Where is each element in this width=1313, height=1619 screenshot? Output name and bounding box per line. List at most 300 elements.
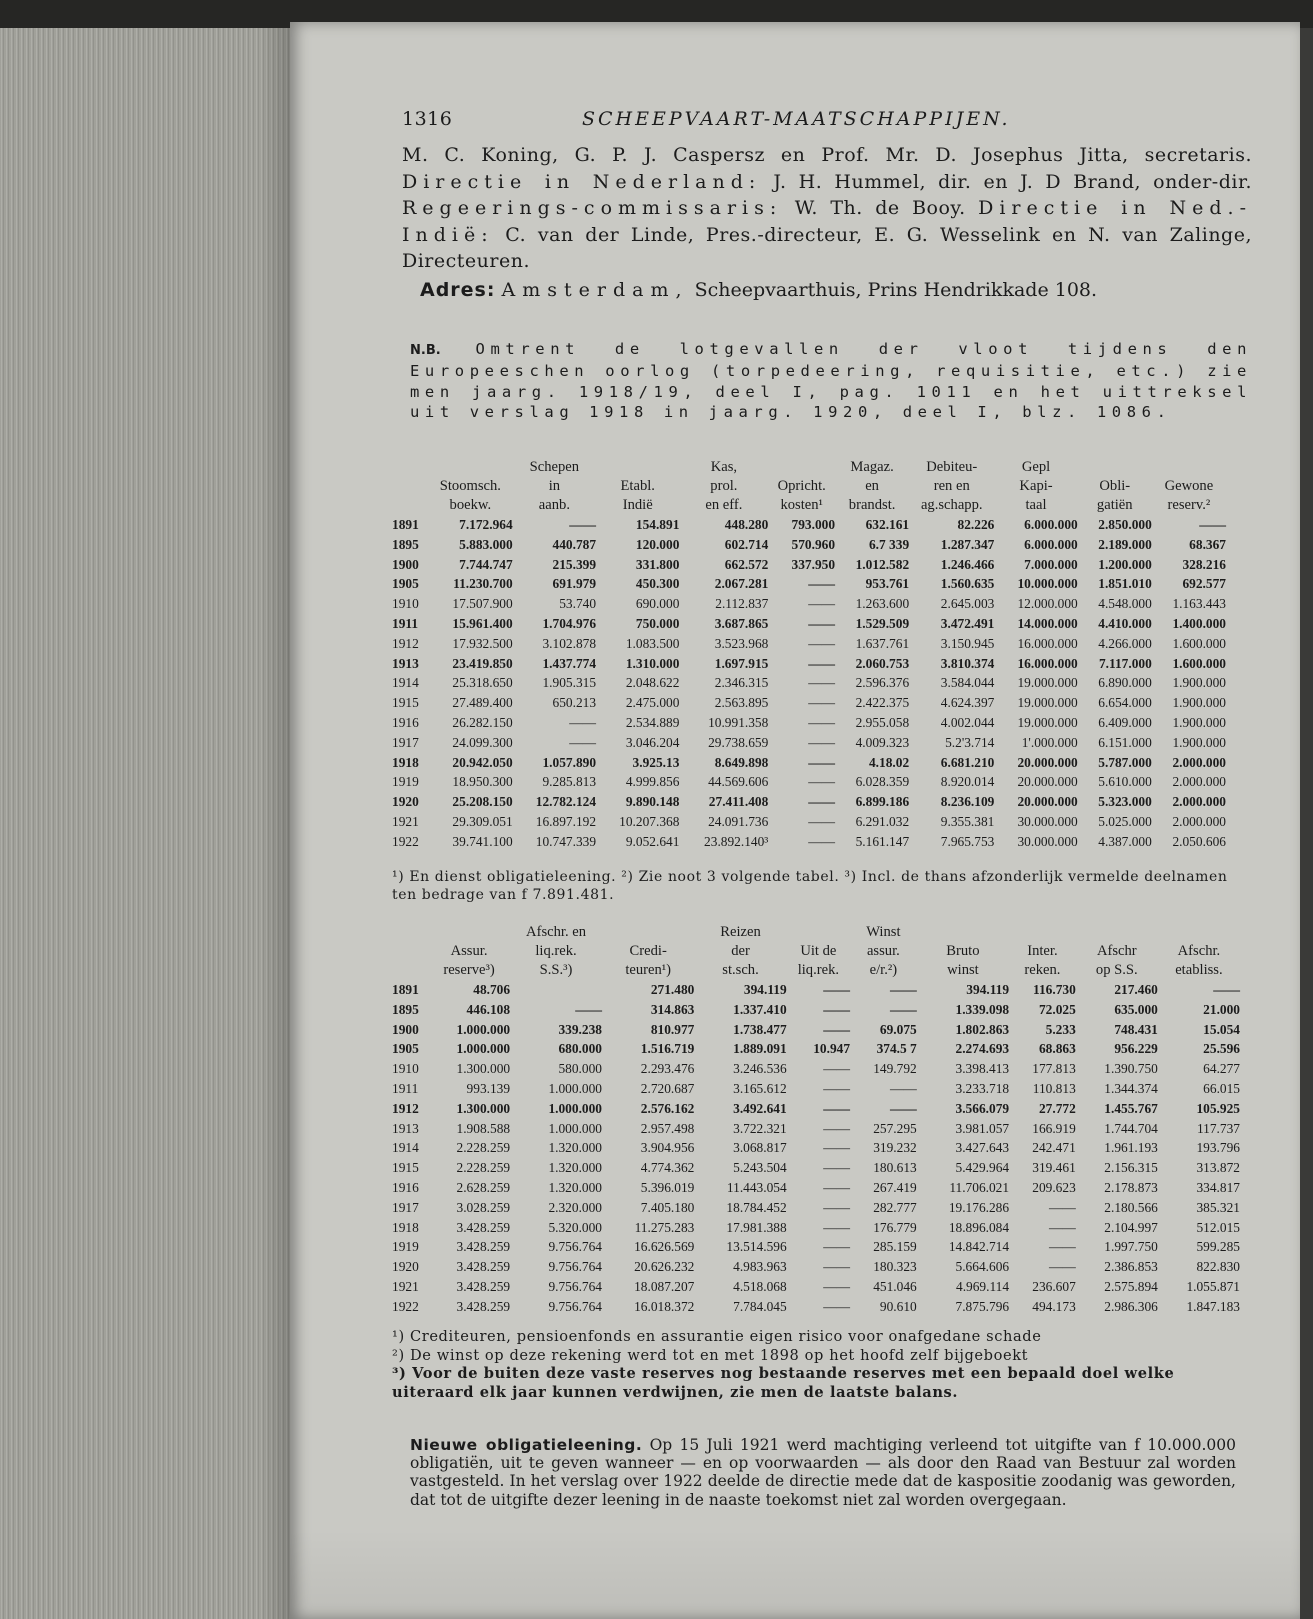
table-cell: 25.596	[1203, 1041, 1240, 1057]
table-cell: 1.560.635	[940, 576, 995, 592]
table-cell: 3.428.259	[456, 1259, 511, 1275]
column-header: Assur.	[450, 943, 488, 959]
table-cell: 5.883.000	[459, 536, 513, 552]
table-cell: 64.277	[1203, 1061, 1240, 1077]
row-year: 1895	[392, 536, 419, 552]
table-cell: 29.309.051	[452, 813, 513, 829]
table-cell: 3.428.259	[456, 1219, 511, 1235]
column-header	[392, 942, 428, 961]
table-cell: 1.400.000	[1172, 615, 1226, 631]
balance-table	[392, 458, 1226, 852]
table-cell: 1'.000.000	[1021, 734, 1078, 750]
table-cell: 2.957.498	[640, 1120, 695, 1136]
table-cell: 7.875.796	[955, 1298, 1010, 1314]
table-cell: 993.139	[466, 1080, 511, 1096]
table-cell: 3.246.536	[733, 1061, 787, 1077]
row-year: 1920	[392, 794, 419, 810]
table-cell: 1.516.719	[640, 1041, 695, 1057]
table-cell: 1.529.509	[855, 615, 910, 631]
row-year: 1913	[392, 1120, 419, 1136]
table-cell: ——	[1049, 1239, 1076, 1255]
row-year: 1912	[392, 635, 419, 651]
table-cell: 635.000	[1114, 1001, 1158, 1017]
table-cell: 8.920.014	[940, 774, 995, 790]
table-row	[392, 1218, 1240, 1238]
table-cell: ——	[1049, 1219, 1076, 1235]
table-cell: 16.018.372	[634, 1298, 695, 1314]
table-cell: 19.000.000	[1017, 675, 1078, 691]
table-cell: 692.577	[1182, 576, 1226, 592]
table-cell: 66.015	[1203, 1080, 1240, 1096]
table-cell: 117.737	[1196, 1120, 1240, 1136]
table-cell: 9.052.641	[625, 833, 680, 849]
column-header: Inter.	[1027, 943, 1058, 959]
table-row	[392, 515, 1226, 535]
table-cell: 17.507.900	[452, 596, 513, 612]
table-cell: ——	[808, 734, 836, 750]
header-row	[392, 961, 1240, 980]
row-year: 1900	[392, 1021, 419, 1037]
table-cell: 6.151.000	[1098, 734, 1152, 750]
table-row	[392, 1297, 1240, 1317]
table-cell: 44.569.606	[708, 774, 769, 790]
table-cell: 3.165.612	[733, 1080, 787, 1096]
table-row	[392, 1158, 1240, 1178]
regeerings-text: W. Th. de Booy.	[794, 197, 966, 219]
column-header: etabliss.	[1175, 962, 1223, 978]
page-number: 1316	[402, 108, 453, 130]
table-cell: 25.318.650	[452, 675, 513, 691]
table-row	[392, 574, 1226, 594]
row-year: 1915	[392, 695, 419, 711]
table-cell: 2.576.162	[640, 1100, 695, 1116]
table-cell: 90.610	[879, 1298, 917, 1314]
table-row	[392, 673, 1226, 693]
table-cell: 1.905.315	[542, 675, 597, 691]
table-cell: 822.830	[1196, 1259, 1240, 1275]
table-cell: 448.280	[724, 517, 769, 532]
column-header	[768, 458, 835, 477]
table2-footnotes	[392, 1328, 1237, 1402]
nb-text: Omtrent de lotgevallen der vloot tijdens den Europeeschen oorlog (torpedeering, requisitie, etc.) zie men jaarg. 1918/19, deel I, pag. 1011 en het uittreksel uit verslag 1918 in jaarg. 1920, deel I, blz. 1086.	[410, 339, 1253, 421]
table-cell: 3.428.259	[456, 1239, 511, 1255]
table-cell: 1.900.000	[1172, 695, 1226, 711]
table-row	[392, 980, 1240, 1000]
table-row	[392, 1277, 1240, 1297]
table-cell: ——	[569, 517, 597, 532]
table-cell: 2.475.000	[625, 695, 680, 711]
table-cell: ——	[1213, 982, 1240, 997]
table-row	[392, 654, 1226, 674]
table-cell: 2.048.622	[625, 675, 680, 691]
table-cell: 680.000	[558, 1041, 602, 1057]
column-header: en eff.	[705, 497, 743, 513]
column-header	[1009, 923, 1076, 942]
table-cell: 3.068.817	[733, 1140, 787, 1156]
table-row	[392, 1119, 1240, 1139]
table-cell: 1.000.000	[548, 1120, 602, 1136]
table-cell: 385.321	[1196, 1199, 1240, 1215]
table-cell: 30.000.000	[1017, 833, 1078, 849]
column-header: boekw.	[449, 497, 492, 513]
table-cell: 3.428.259	[456, 1298, 511, 1314]
table-cell: 14.000.000	[1017, 615, 1078, 631]
table-cell: 4.002.044	[940, 714, 995, 730]
row-year: 1891	[392, 982, 419, 997]
table-cell: 180.613	[873, 1160, 917, 1176]
table-cell: 26.282.150	[452, 714, 513, 730]
table-cell: ——	[823, 1278, 851, 1294]
column-header: Reizen	[720, 924, 761, 940]
table-cell: 3.472.491	[940, 615, 995, 631]
column-header	[392, 961, 428, 980]
table-cell: 2.346.315	[714, 675, 769, 691]
column-header: st.sch.	[722, 962, 759, 978]
table-cell: 1.263.600	[855, 596, 910, 612]
table-row	[392, 614, 1226, 634]
board-paragraph	[402, 142, 1252, 275]
table-cell: 20.000.000	[1017, 794, 1078, 810]
table-cell: 1.000.000	[548, 1100, 602, 1116]
table-row	[392, 555, 1226, 575]
column-header: Magaz.	[850, 459, 894, 475]
table-row	[392, 1237, 1240, 1257]
table-cell: 4.009.323	[855, 734, 910, 750]
table-cell: ——	[808, 695, 836, 711]
table-cell: 1.310.000	[625, 655, 680, 671]
column-header: Stoomsch.	[439, 478, 501, 494]
table-row	[392, 1198, 1240, 1218]
table-cell: 4.548.000	[1098, 596, 1152, 612]
table-cell: 9.756.764	[548, 1298, 602, 1314]
table-cell: 1.889.091	[733, 1041, 787, 1057]
secretaries-text: M. C. Koning, G. P. J. Caspersz en Prof. Mr. D. Josephus Jitta, secretaris.	[402, 144, 1252, 166]
table-cell: 337.950	[791, 556, 836, 572]
table-cell: 953.761	[865, 576, 910, 592]
table-cell: 5.323.000	[1098, 794, 1152, 810]
table-cell: 1.012.582	[855, 556, 910, 572]
row-year: 1895	[392, 1001, 419, 1017]
table-cell: 11.443.054	[726, 1179, 787, 1195]
table-cell: 2.596.376	[855, 675, 910, 691]
column-header	[1078, 458, 1152, 477]
table-cell: 105.925	[1196, 1100, 1240, 1116]
column-header: liq.rek.	[535, 943, 577, 959]
table-cell: 2.293.476	[640, 1061, 695, 1077]
column-header	[392, 458, 428, 477]
table-cell: 1.704.976	[542, 615, 597, 631]
table-cell: 18.087.207	[634, 1278, 695, 1294]
table-cell: 5.233	[1045, 1021, 1076, 1037]
table-cell: 20.000.000	[1017, 754, 1078, 770]
table-cell: 10.747.339	[535, 833, 597, 849]
table-cell: 956.229	[1114, 1041, 1158, 1057]
table-cell: 2.178.873	[1104, 1179, 1158, 1195]
table-cell: ——	[823, 982, 851, 997]
column-header: gatiën	[1096, 497, 1133, 513]
address-city: Amsterdam,	[501, 278, 689, 301]
table-cell: ——	[1049, 1259, 1076, 1275]
table-cell: 5.610.000	[1098, 774, 1152, 790]
table-row	[392, 1039, 1240, 1059]
column-header: assur.	[866, 943, 900, 959]
column-header	[392, 923, 428, 942]
table-cell: 1.083.500	[625, 635, 680, 651]
header-row	[392, 477, 1226, 496]
table-cell: 242.471	[1032, 1140, 1076, 1156]
table-cell: ——	[823, 1179, 851, 1195]
table-cell: 6.000.000	[1024, 517, 1078, 532]
indie-label: Directie in Ned.-Indië:	[402, 197, 1253, 246]
table-cell: 7.172.964	[459, 517, 513, 532]
table-cell: 1.300.000	[456, 1061, 511, 1077]
table-cell: 68.367	[1189, 536, 1226, 552]
table-cell: 20.000.000	[1017, 774, 1078, 790]
table-cell: 2.534.889	[625, 714, 680, 730]
table-cell: 1.738.477	[733, 1021, 787, 1037]
table-cell: 580.000	[558, 1061, 602, 1077]
table-cell: 1.802.863	[955, 1021, 1010, 1037]
table-cell: 2.628.259	[456, 1179, 511, 1195]
table-cell: 810.977	[650, 1021, 695, 1037]
row-year: 1922	[392, 1298, 419, 1314]
table-cell: 3.981.057	[955, 1120, 1010, 1136]
row-year: 1920	[392, 1259, 419, 1275]
table-cell: 691.979	[552, 576, 597, 592]
table-cell: 20.626.232	[634, 1259, 695, 1275]
table-cell: 334.817	[1196, 1179, 1240, 1195]
table-cell: 662.572	[724, 556, 769, 572]
table-cell: 3.428.259	[456, 1278, 511, 1294]
table-cell: 154.891	[635, 517, 680, 532]
table-cell: 11.230.700	[453, 576, 513, 592]
table-row	[392, 1079, 1240, 1099]
table-cell: 27.411.408	[708, 794, 769, 810]
header-row	[392, 942, 1240, 961]
row-year: 1910	[392, 1061, 419, 1077]
table-cell: 2.189.000	[1098, 536, 1152, 552]
table-cell: 3.904.956	[640, 1140, 695, 1156]
table-cell: 2.156.315	[1104, 1160, 1158, 1176]
table-row	[392, 1059, 1240, 1079]
table-cell: 257.295	[873, 1120, 917, 1136]
table-cell: ——	[569, 714, 597, 730]
row-year: 1914	[392, 1140, 419, 1156]
nb-note	[402, 339, 1252, 423]
table-cell: 5.664.606	[955, 1259, 1010, 1275]
table-cell: 5.2'3.714	[945, 734, 995, 750]
table-cell: 1.200.000	[1098, 556, 1152, 572]
table-cell: 690.000	[635, 596, 680, 612]
table-cell: 512.015	[1196, 1219, 1240, 1235]
column-header: Debiteu-	[926, 459, 978, 475]
column-header: Kapi-	[1019, 478, 1053, 494]
row-year: 1911	[392, 615, 419, 631]
table-cell: 1.744.704	[1104, 1120, 1158, 1136]
row-year: 1918	[392, 754, 419, 770]
row-year: 1914	[392, 675, 419, 691]
table-cell: 10.991.358	[708, 714, 769, 730]
table-cell: 1.000.000	[456, 1041, 511, 1057]
table-cell: 2.850.000	[1098, 517, 1152, 532]
table-cell: 6.291.032	[855, 813, 910, 829]
table-cell: 20.942.050	[452, 754, 513, 770]
row-year: 1905	[392, 1041, 419, 1057]
table-cell: 72.025	[1038, 1001, 1076, 1017]
table-cell: 602.714	[724, 536, 769, 552]
table-row	[392, 733, 1226, 753]
table-cell: ——	[823, 1061, 851, 1077]
table2-footnote-1: ¹) Crediteuren, pensioenfonds en assurantie eigen risico voor onafgedane schade	[392, 1328, 1042, 1345]
table-cell: 1.057.890	[542, 754, 597, 770]
table-row	[392, 693, 1226, 713]
profit-table	[392, 923, 1240, 1317]
table-cell: 4.518.068	[733, 1278, 787, 1294]
table-cell: 180.323	[873, 1259, 917, 1275]
table-cell: 1.390.750	[1104, 1061, 1158, 1077]
table-cell: 10.000.000	[1017, 576, 1078, 592]
table-cell: 236.607	[1032, 1278, 1076, 1294]
table-row	[392, 772, 1226, 792]
running-title: SCHEEPVAART-MAATSCHAPPIJEN.	[582, 108, 1011, 130]
table-cell: ——	[808, 576, 836, 592]
table-cell: 1.344.374	[1104, 1080, 1158, 1096]
table-cell: 7.405.180	[640, 1199, 695, 1215]
table-cell: 2.228.259	[456, 1140, 511, 1156]
table-cell: 4.410.000	[1098, 615, 1152, 631]
table-cell: 1.455.767	[1104, 1100, 1158, 1116]
table-cell: ——	[823, 1219, 851, 1235]
table-cell: 9.756.764	[548, 1239, 602, 1255]
table-cell: 328.216	[1182, 556, 1226, 572]
table-cell: ——	[889, 1080, 917, 1096]
table-row	[392, 832, 1226, 852]
table-cell: 319.461	[1032, 1160, 1076, 1176]
table-cell: 24.099.300	[452, 734, 513, 750]
table-cell: 8.649.898	[714, 754, 769, 770]
table-cell: ——	[823, 1239, 851, 1255]
table-cell: ——	[808, 655, 836, 671]
table-cell: 3.492.641	[733, 1100, 787, 1116]
column-header	[917, 923, 1009, 942]
column-header: S.S.³)	[539, 962, 573, 978]
column-header	[1158, 923, 1240, 942]
table-cell: 1.697.915	[714, 655, 769, 671]
table-cell: 7.784.045	[733, 1298, 787, 1314]
table-cell: 5.025.000	[1098, 813, 1152, 829]
row-year: 1905	[392, 576, 419, 592]
table-cell: 2.986.306	[1104, 1298, 1158, 1314]
table-cell: 1.337.410	[733, 1001, 787, 1017]
table-cell: 29.738.659	[708, 734, 769, 750]
table-cell: 3.028.259	[456, 1199, 511, 1215]
table-cell: 1.900.000	[1172, 714, 1226, 730]
indie-text: C. van der Linde, Pres.-directeur, E. G. Wesselink en N. van Zalinge, Directeuren.	[402, 223, 1253, 272]
table-cell: 2.060.753	[855, 655, 910, 671]
table-cell: 4.983.963	[733, 1259, 787, 1275]
table-cell: 4.969.114	[956, 1278, 1010, 1294]
row-year: 1900	[392, 556, 419, 572]
table-cell: 19.000.000	[1017, 714, 1078, 730]
table-cell: 1.287.347	[940, 536, 995, 552]
table-cell: 19.176.286	[948, 1199, 1010, 1215]
table-row	[392, 535, 1226, 555]
column-header	[1152, 458, 1226, 477]
table-cell: 2.955.058	[855, 714, 910, 730]
table-cell: 30.000.000	[1017, 813, 1078, 829]
table-row	[392, 812, 1226, 832]
table-cell: 19.000.000	[1017, 695, 1078, 711]
table-cell: 2.563.895	[714, 695, 769, 711]
column-header: Schepen	[529, 459, 580, 475]
table-cell: 1.997.750	[1104, 1239, 1158, 1255]
table-cell: 12.782.124	[535, 794, 597, 810]
table-cell: 2.000.000	[1172, 754, 1226, 770]
table-row	[392, 634, 1226, 654]
table-cell: 6.7 339	[868, 536, 910, 552]
table-cell: 6.000.000	[1024, 536, 1078, 552]
table-cell: 5.429.964	[955, 1160, 1010, 1176]
table-cell: 4.387.000	[1098, 833, 1152, 849]
column-header: Gewone	[1164, 478, 1214, 494]
row-year: 1912	[392, 1100, 419, 1116]
running-header	[402, 108, 1252, 142]
table-cell: ——	[823, 1199, 851, 1215]
table-cell: 15.054	[1203, 1021, 1240, 1037]
table-cell: 24.091.736	[708, 813, 769, 829]
row-year: 1919	[392, 774, 419, 790]
table-cell: 1.300.000	[456, 1100, 511, 1116]
page-content	[392, 108, 1253, 1509]
column-header: Obli-	[1099, 478, 1131, 494]
table-cell: 166.919	[1032, 1120, 1076, 1136]
column-header: Indië	[622, 497, 653, 513]
column-header: reserve³)	[443, 962, 495, 978]
table-cell: 5.396.019	[640, 1179, 695, 1195]
table-cell: 23.419.850	[452, 655, 513, 671]
table-cell: 48.706	[473, 982, 511, 997]
row-year: 1921	[392, 1278, 419, 1294]
table-cell: 116.730	[1033, 982, 1076, 997]
table-cell: 2.386.853	[1104, 1259, 1158, 1275]
row-year: 1891	[392, 517, 419, 532]
row-year: 1921	[392, 813, 419, 829]
table-cell: 177.813	[1032, 1061, 1076, 1077]
table-cell: 450.300	[635, 576, 680, 592]
table-cell: 16.000.000	[1017, 655, 1078, 671]
column-header: en	[865, 478, 879, 494]
row-year: 1919	[392, 1239, 419, 1255]
table-cell: ——	[808, 635, 836, 651]
table-cell: 4.624.397	[940, 695, 995, 711]
table-cell: 267.419	[873, 1179, 917, 1195]
table-cell: 18.784.452	[726, 1199, 787, 1215]
table-cell: 3.722.321	[733, 1120, 787, 1136]
table-cell: 2.000.000	[1172, 794, 1226, 810]
table-cell: 27.772	[1038, 1100, 1076, 1116]
table-cell: 285.159	[873, 1239, 917, 1255]
table-row	[392, 753, 1226, 773]
table-cell: ——	[823, 1001, 851, 1017]
address-line	[402, 277, 1252, 303]
table-cell: 10.207.368	[619, 813, 680, 829]
table-cell: 176.779	[873, 1219, 917, 1235]
table-row	[392, 1257, 1240, 1277]
table-cell: 11.706.021	[949, 1179, 1010, 1195]
table-cell: 1.847.183	[1186, 1298, 1240, 1314]
table-cell: 2.112.837	[715, 596, 769, 612]
table-cell: ——	[823, 1021, 851, 1037]
